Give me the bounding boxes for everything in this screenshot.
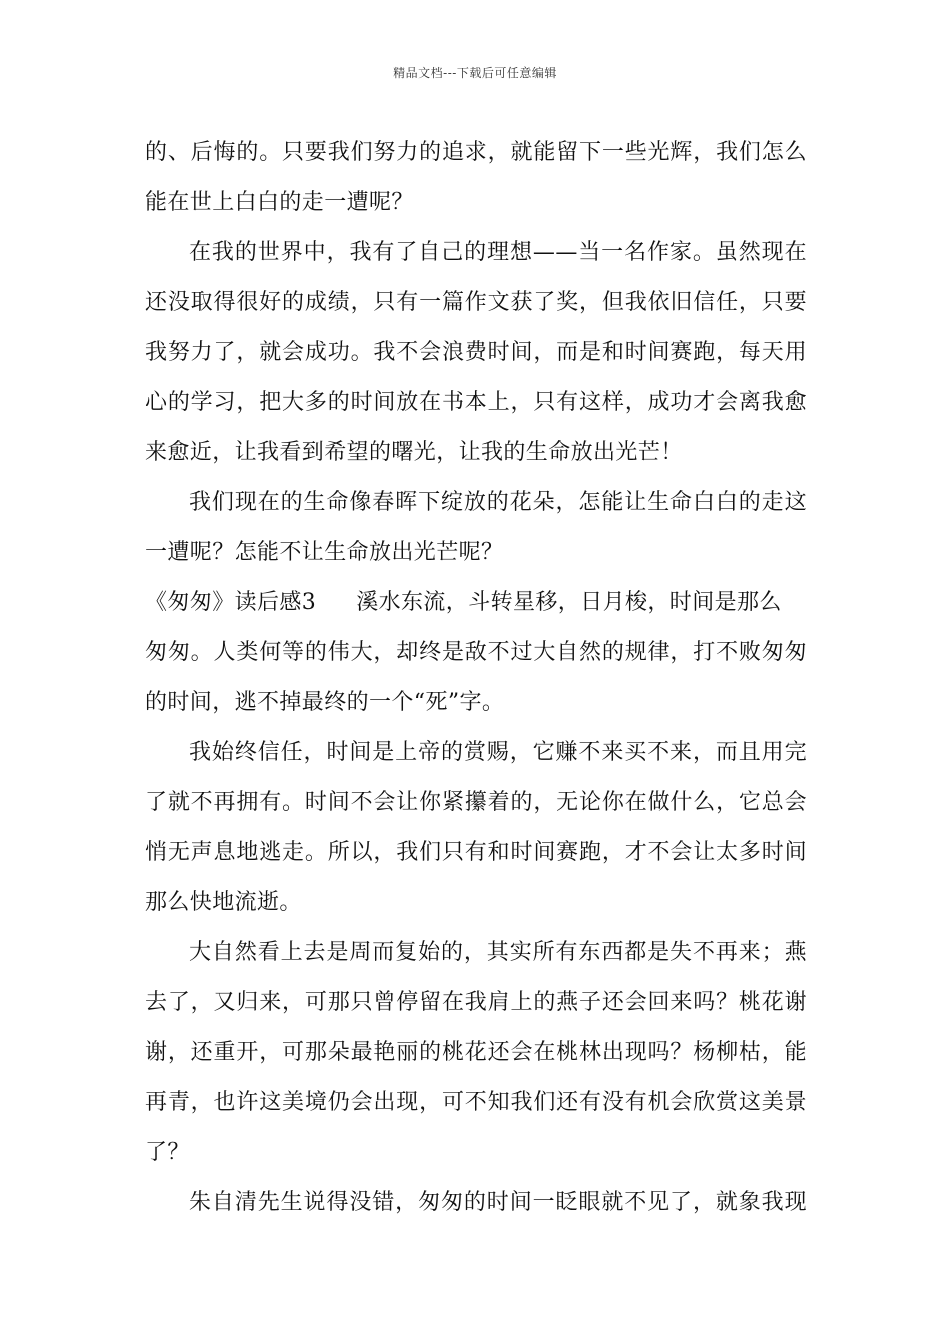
line-text: 的时间，逃不掉最终的一个“死”字。 [145, 690, 505, 715]
text-line [145, 678, 807, 728]
text-line [145, 228, 807, 278]
line-text: 悄无声息地逃走。所以，我们只有和时间赛跑，才不会让太多时间 [145, 840, 807, 865]
line-text: 溪水东流，斗转星移，日月梭，时间是那么 [356, 590, 782, 615]
text-line [145, 978, 807, 1028]
line-text: 再青，也许这美境仍会出现，可不知我们还有没有机会欣赏这美景 [145, 1090, 807, 1115]
line-text: 心的学习，把大多的时间放在书本上，只有这样，成功才会离我愈 [145, 390, 807, 415]
line-text: 了？ [145, 1140, 190, 1165]
heading-line [145, 578, 807, 628]
line-text: 朱自清先生说得没错，匆匆的时间一眨眼就不见了，就象我现 [189, 1190, 807, 1215]
line-text: 大自然看上去是周而复始的，其实所有东西都是失不再来；燕 [189, 940, 807, 965]
line-text: 能在世上白白的走一遭呢？ [145, 190, 414, 215]
text-line [145, 478, 807, 528]
document-body [145, 128, 807, 1228]
text-line [145, 1128, 807, 1178]
line-text: 我们现在的生命像春晖下绽放的花朵，怎能让生命白白的走这 [189, 490, 807, 515]
text-line [145, 1078, 807, 1128]
line-text: 那么快地流逝。 [145, 890, 302, 915]
text-line [145, 528, 807, 578]
text-line [145, 928, 807, 978]
text-line [145, 628, 807, 678]
page-header: 精品文档---下载后可任意编辑 [393, 66, 557, 80]
text-line [145, 278, 807, 328]
line-text: 一遭呢？怎能不让生命放出光芒呢？ [145, 540, 504, 565]
text-line [145, 178, 807, 228]
line-text: 我始终信任，时间是上帝的赏赐，它赚不来买不来，而且用完 [189, 740, 807, 765]
text-line [145, 828, 807, 878]
text-line [145, 128, 807, 178]
line-text: 谢，还重开，可那朵最艳丽的桃花还会在桃林出现吗？杨柳枯，能 [145, 1040, 807, 1065]
text-line [145, 428, 807, 478]
text-line [145, 728, 807, 778]
line-text: 去了，又归来，可那只曾停留在我肩上的燕子还会回来吗？桃花谢 [145, 990, 807, 1015]
text-line [145, 1028, 807, 1078]
line-text: 还没取得很好的成绩，只有一篇作文获了奖，但我依旧信任，只要 [145, 290, 807, 315]
text-line [145, 378, 807, 428]
text-line [145, 328, 807, 378]
line-text: 的、后悔的。只要我们努力的追求，就能留下一些光辉，我们怎么 [145, 140, 807, 165]
text-line [145, 878, 807, 928]
text-line [145, 1178, 807, 1228]
line-text: 来愈近，让我看到希望的曙光，让我的生命放出光芒！ [145, 440, 683, 465]
line-text: 匆匆。人类何等的伟大，却终是敌不过大自然的规律，打不败匆匆 [145, 640, 807, 665]
line-text: 我努力了，就会成功。我不会浪费时间，而是和时间赛跑，每天用 [145, 340, 807, 365]
text-line [145, 778, 807, 828]
section-heading: 《匆匆》读后感3 [145, 590, 317, 615]
line-text: 了就不再拥有。时间不会让你紧攥着的，无论你在做什么，它总会 [145, 790, 807, 815]
line-text: 在我的世界中，我有了自己的理想——当一名作家。虽然现在 [189, 240, 807, 265]
